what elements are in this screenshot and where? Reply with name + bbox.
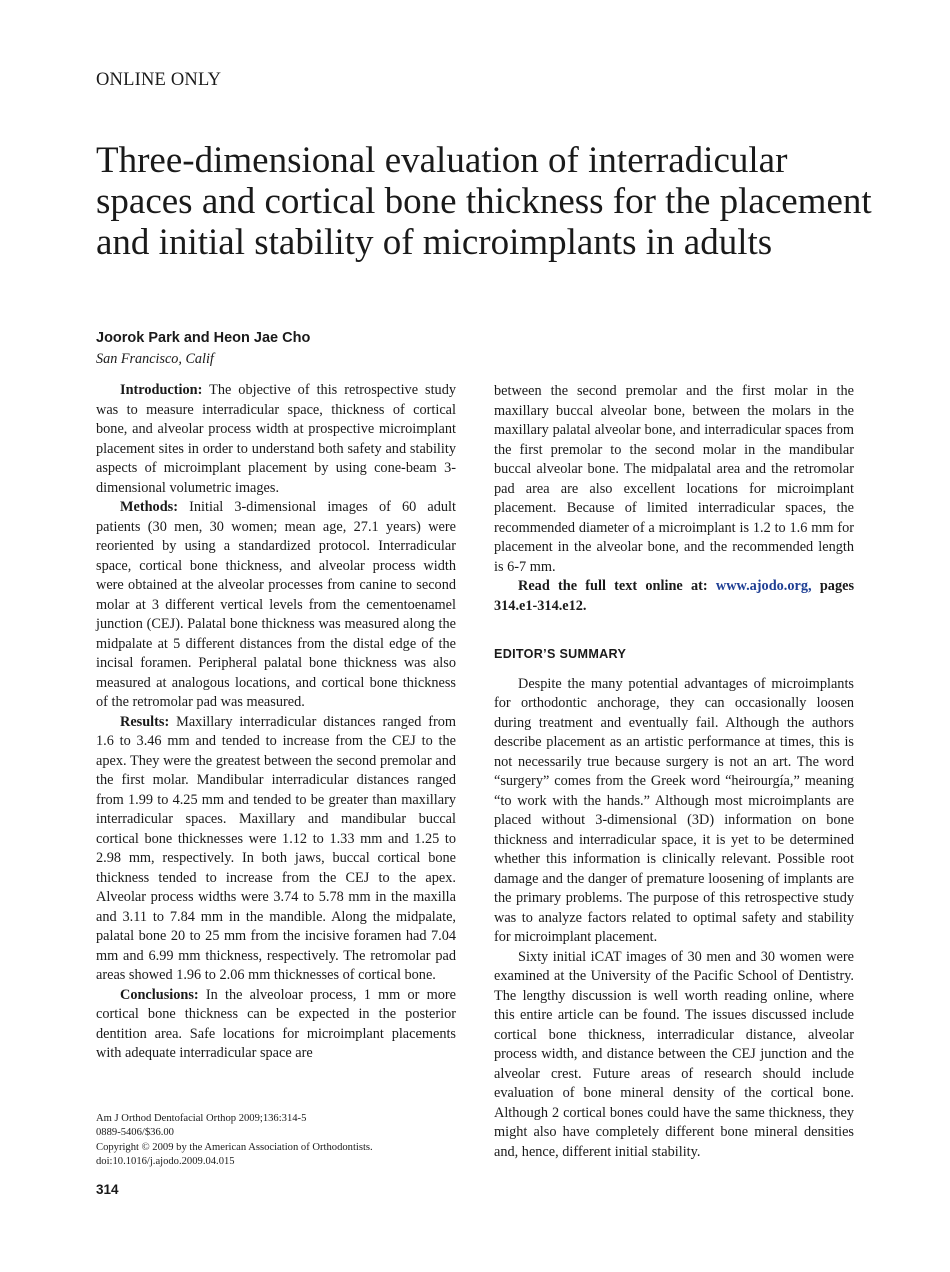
editors-summary-paragraph-2: Sixty initial iCAT images of 30 men and 30 women were examined at the University of the Pacific School of Dentistry. The lengthy discussion is well worth reading online, where this entire article can be found. The issues discussed include cortical bone thickness, interradicular distance, alveolar process width, and distance between the CEJ junction and the alveolar crest. Future areas of research should include evaluation of bone mineral density of the cortical bone. Although 2 cortical bones could have the same thickness, they might also have completely different bone mineral densities and, hence, different initial stability.	[494, 948, 854, 1160]
abstract-right-column	[494, 382, 854, 1162]
abstract-results	[96, 713, 456, 986]
issn-price: 0889-5406/$36.00	[96, 1127, 174, 1139]
article-title: Three-dimensional evaluation of interradicular spaces and cortical bone thickness for the placement and initial stability of microimplants in adults	[96, 140, 872, 263]
journal-citation: Am J Orthod Dentofacial Orthop 2009;136:314-5	[96, 1113, 307, 1124]
conclusions-text: In the alveoloar process, 1 mm or more cortical bone thickness can be expected in the posterior dentition area. Safe locations for microimplant placements with adequate interradicular space are	[96, 986, 456, 1061]
methods-text: Initial 3-dimensional images of 60 adult patients (30 men, 30 women; mean age, 27.1 years) were reoriented by using a standardized protocol. Interradicular space, cortical bone thickness, and alveolar process width were obtained at the alveolar processes from canine to second molar at 3 different vertical levels from the cementoenamel junction (CEJ). Palatal bone thickness was measured along the midpalate at 5 different distances from the distal edge of the incisal foramen. Peripheral palatal bone thickness was also measured at analogous locations, and cortical bone thickness of the retromolar pad was measured.	[96, 499, 456, 710]
article-authors: Joorok Park and Heon Jae Cho	[96, 330, 311, 346]
read-more-line	[494, 577, 854, 616]
results-label: Results:	[120, 713, 170, 730]
abstract-introduction	[96, 381, 456, 498]
editors-summary-paragraph-1: Despite the many potential advantages of microimplants for orthodontic anchorage, they can occasionally loosen during treatment and eventually fail. Although the authors describe placement as an artistic performance at times, this is not necessarily true because surgery is not an art. The word “surgery” comes from the Greek word “heirourgía,” meaning “to work with the hands.” Although most microimplants are placed without 3-dimensional (3D) information on bone thickness and interradicular space, it is yet to be determined whether this information is clinically relevant. Possible root damage and the danger of premature loosening of implants are the primary problems. The purpose of this retrospective study was to analyze factors related to optimal safety and stability for microimplant placement.	[494, 675, 854, 945]
methods-label: Methods:	[120, 499, 178, 515]
journal-link[interactable]: www.ajodo.org,	[715, 578, 812, 594]
results-text: Maxillary interradicular distances ranged from 1.6 to 3.46 mm and tended to increase from the CEJ to the apex. They were the greatest between the second premolar and the first molar. Mandibular interradicular distances ranged from 1.99 to 4.25 mm and tended to be greater than maxillary interradicular spaces. Maxillary and mandibular buccal cortical bone thicknesses were 1.12 to 1.33 mm and 1.25 to 2.98 mm, respectively. In both jaws, buccal cortical bone thickness tended to increase from the CEJ to the apex. Alveolar process widths were 3.74 to 5.78 mm in the maxilla and 3.11 to 7.84 mm in the mandible. Along the midpalate, palatal bone 20 to 25 mm from the incisive foramen had 7.04 mm and 6.99 mm thickness, respectively. The retromolar pad areas showed 1.96 to 2.06 mm thicknesses of cortical bone.	[96, 713, 456, 983]
copyright-notice: Copyright © 2009 by the American Association of Orthodontists.	[96, 1141, 373, 1153]
introduction-text: The objective of this retrospective study was to measure interradicular space, thickness of cortical bone, and alveolar process width at prospective microimplant placement sites in order to understand both safety and stability aspects of microimplant placement by using cone-beam 3-dimensional volumetric images.	[96, 382, 456, 496]
section-tag: ONLINE ONLY	[96, 70, 222, 90]
read-more-label: Read the full text online at:	[518, 578, 708, 594]
introduction-label: Introduction:	[120, 382, 203, 398]
doi: doi:10.1016/j.ajodo.2009.04.015	[96, 1155, 235, 1167]
page-number: 314	[96, 1182, 119, 1197]
conclusions-label: Conclusions:	[120, 986, 199, 1003]
editors-summary-heading: EDITOR’S SUMMARY	[494, 647, 627, 661]
conclusions-continued: between the second premolar and the first molar in the maxillary buccal alveolar bone, between the molars in the maxillary palatal alveolar bone, and interradicular spaces from the first premolar to the second molar in the mandibular buccal alveolar bone. The midpalatal area and the retromolar pad area are also excellent locations for microimplant placement. Because of limited interradicular spaces, the recommended diameter of a microimplant is 1.2 to 1.6 mm for placement in the alveolar bone, and the recommended length is 6-7 mm.	[494, 383, 854, 575]
article-footer	[96, 1112, 456, 1169]
author-affiliation: San Francisco, Calif	[96, 351, 214, 367]
abstract-conclusions	[96, 986, 456, 1064]
abstract-methods	[96, 498, 456, 713]
read-more-pages: pages 314.e1-314.e12.	[494, 578, 855, 614]
abstract-left-column	[96, 381, 456, 1064]
